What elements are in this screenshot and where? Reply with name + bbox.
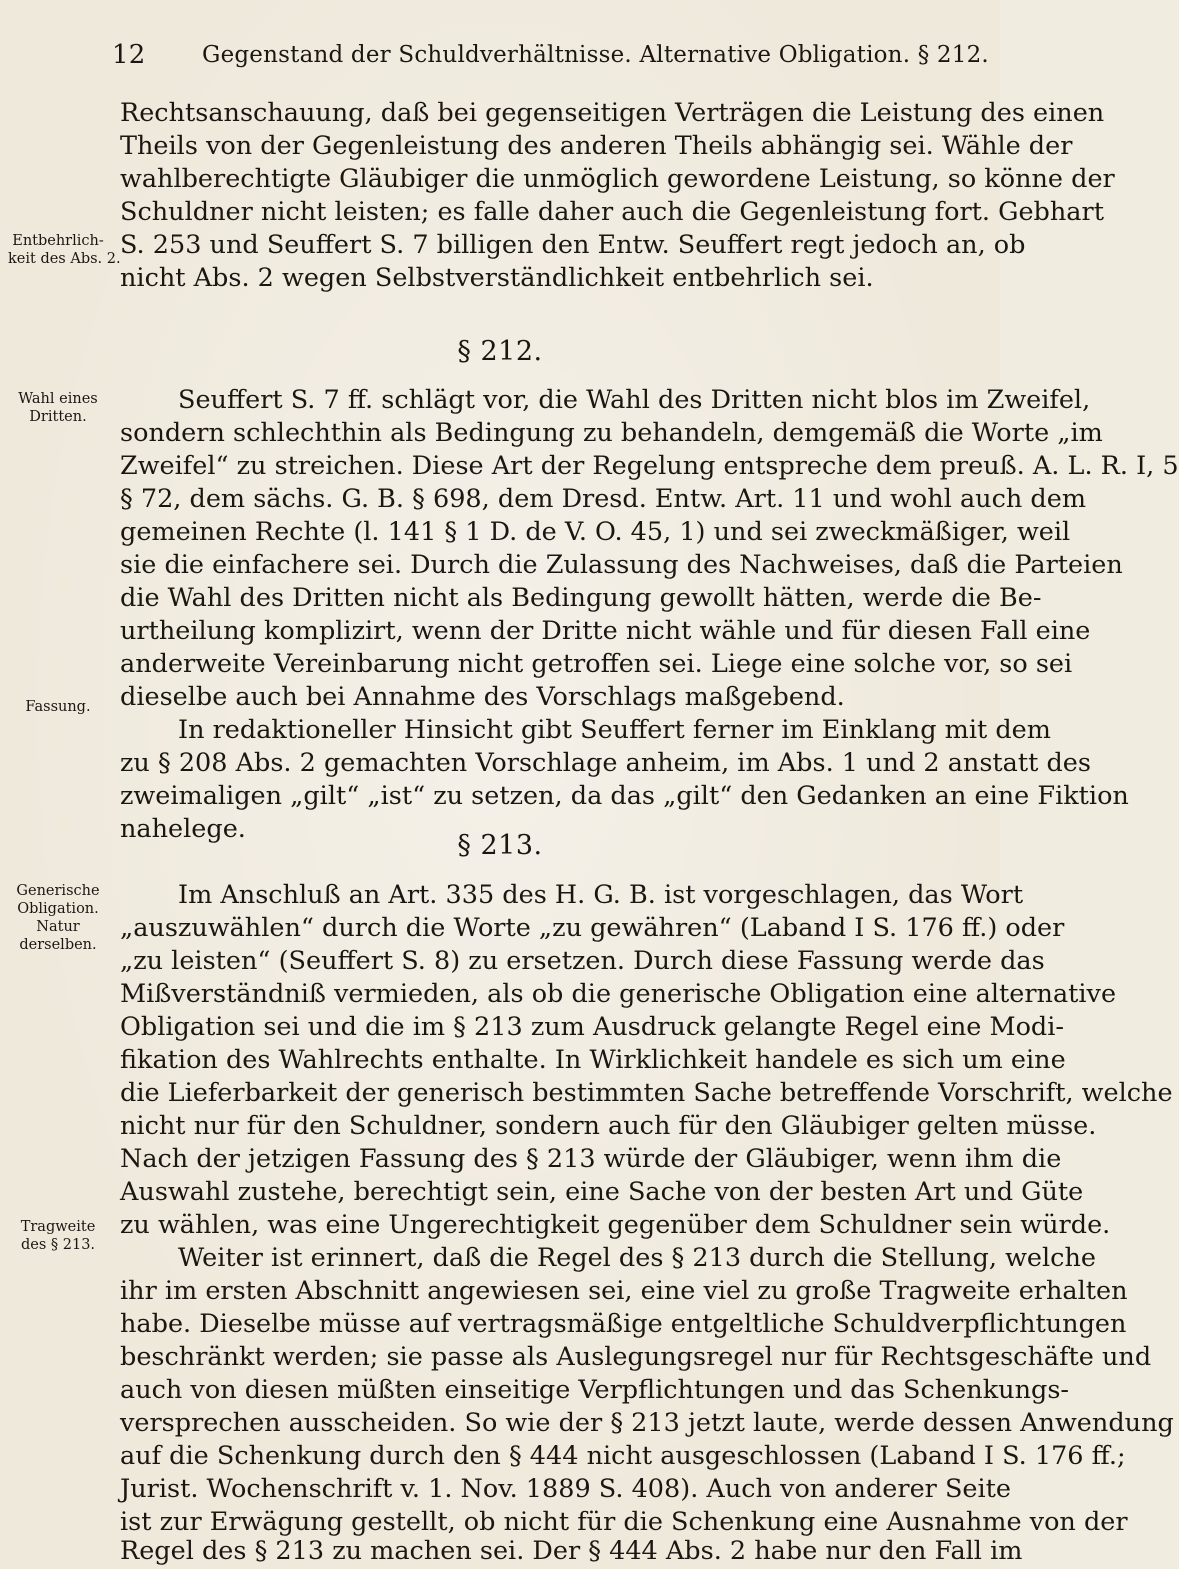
text-line: „auszuwählen“ durch die Worte „zu gewähren“ (Laband I S. 176 ff.) oder xyxy=(120,913,1065,943)
text-line: zu wählen, was eine Ungerechtigkeit gegenüber dem Schuldner sein würde. xyxy=(120,1210,1111,1240)
margin-note-line: Fassung. xyxy=(25,699,91,715)
text-line: Mißverständniß vermieden, als ob die generische Obligation eine alternative xyxy=(120,979,1117,1009)
margin-note-line: des § 213. xyxy=(20,1237,96,1253)
running-title: Gegenstand der Schuldverhältnisse. Alternative Obligation. § 212. xyxy=(202,42,989,68)
text-line: auch von diesen müßten einseitige Verpflichtungen und das Schenkungs- xyxy=(120,1375,1070,1405)
text-line: Jurist. Wochenschrift v. 1. Nov. 1889 S. 408). Auch von anderer Seite xyxy=(120,1474,1012,1504)
text-line: habe. Dieselbe müsse auf vertragsmäßige entgeltliche Schuldverpflichtungen xyxy=(120,1309,1127,1339)
text-line: zweimaligen „gilt“ „ist“ zu setzen, da das „gilt“ den Gedanken an eine Fiktion xyxy=(120,781,1129,811)
running-header xyxy=(112,40,989,76)
text-line: auf die Schenkung durch den § 444 nicht ausgeschlossen (Laband I S. 176 ff.; xyxy=(120,1441,1126,1471)
text-line: Auswahl zustehe, berechtigt sein, eine Sache von der besten Art und Güte xyxy=(120,1177,1084,1207)
page-number: 12 xyxy=(112,40,146,70)
text-line: beschränkt werden; sie passe als Auslegungsregel nur für Rechtsgeschäfte und xyxy=(120,1342,1152,1372)
text-line: ihr im ersten Abschnitt angewiesen sei, eine viel zu große Tragweite erhalten xyxy=(120,1276,1128,1306)
text-line: dieselbe auch bei Annahme des Vorschlags maßgebend. xyxy=(120,682,845,712)
text-line: fikation des Wahlrechts enthalte. In Wirklichkeit handele es sich um eine xyxy=(120,1045,1066,1075)
margin-note-line: Tragweite xyxy=(20,1219,96,1235)
margin-note-line: Generische xyxy=(16,883,100,899)
text-line: versprechen ausscheiden. So wie der § 213 jetzt laute, werde dessen Anwendung xyxy=(120,1408,1174,1438)
text-line: Theils von der Gegenleistung des anderen Theils abhängig sei. Wähle der xyxy=(120,131,1073,161)
text-line: Regel des § 213 zu machen sei. Der § 444 Abs. 2 habe nur den Fall im xyxy=(120,1536,1023,1566)
text-line: gemeinen Rechte (l. 141 § 1 D. de V. O. 45, 1) und sei zweckmäßiger, weil xyxy=(120,517,1071,547)
text-line: Weiter ist erinnert, daß die Regel des § 213 durch die Stellung, welche xyxy=(178,1243,1096,1273)
text-line: § 72, dem sächs. G. B. § 698, dem Dresd. Entw. Art. 11 und wohl auch dem xyxy=(120,484,1086,514)
text-line: nicht Abs. 2 wegen Selbstverständlichkeit entbehrlich sei. xyxy=(120,263,874,293)
margin-note-line: Wahl eines xyxy=(18,391,98,407)
section-heading-213: § 213. xyxy=(457,830,543,861)
text-line: Zweifel“ zu streichen. Diese Art der Regelung entspreche dem preuß. A. L. R. I, 5 xyxy=(120,451,1179,481)
text-line: nahelege. xyxy=(120,814,246,844)
text-line: sondern schlechthin als Bedingung zu behandeln, demgemäß die Worte „im xyxy=(120,418,1103,448)
margin-note-line: Dritten. xyxy=(29,409,87,425)
text-line: S. 253 und Seuffert S. 7 billigen den Entw. Seuffert regt jedoch an, ob xyxy=(120,230,1026,260)
text-line: nicht nur für den Schuldner, sondern auch für den Gläubiger gelten müsse. xyxy=(120,1111,1097,1141)
text-line: urtheilung komplizirt, wenn der Dritte nicht wähle und für diesen Fall eine xyxy=(120,616,1091,646)
text-line: „zu leisten“ (Seuffert S. 8) zu ersetzen. Durch diese Fassung werde das xyxy=(120,946,1045,976)
margin-note-generische-obligation xyxy=(8,882,108,954)
margin-note-line: Obligation. xyxy=(17,901,99,917)
margin-note-entbehrlichkeit xyxy=(8,232,121,268)
margin-note-line: Entbehrlich- xyxy=(12,233,104,249)
section-heading-212: § 212. xyxy=(457,336,543,367)
margin-note-line: keit des Abs. 2. xyxy=(8,251,121,267)
text-line: ist zur Erwägung gestellt, ob nicht für die Schenkung eine Ausnahme von der xyxy=(120,1507,1128,1537)
text-line: anderweite Vereinbarung nicht getroffen sei. Liege eine solche vor, so sei xyxy=(120,649,1073,679)
text-line: Nach der jetzigen Fassung des § 213 würde der Gläubiger, wenn ihm die xyxy=(120,1144,1062,1174)
text-line: Rechtsanschauung, daß bei gegenseitigen Verträgen die Leistung des einen xyxy=(120,98,1105,128)
text-line: die Lieferbarkeit der generisch bestimmten Sache betreffende Vorschrift, welche xyxy=(120,1078,1173,1108)
text-line: sie die einfachere sei. Durch die Zulassung des Nachweises, daß die Parteien xyxy=(120,550,1123,580)
text-line: zu § 208 Abs. 2 gemachten Vorschlage anheim, im Abs. 1 und 2 anstatt des xyxy=(120,748,1091,778)
text-line: Seuffert S. 7 ff. schlägt vor, die Wahl des Dritten nicht blos im Zweifel, xyxy=(178,385,1091,415)
text-line: Obligation sei und die im § 213 zum Ausdruck gelangte Regel eine Modi- xyxy=(120,1012,1065,1042)
margin-note-line: Natur xyxy=(36,919,80,935)
text-line: die Wahl des Dritten nicht als Bedingung gewollt hätten, werde die Be- xyxy=(120,583,1042,613)
text-line: In redaktioneller Hinsicht gibt Seuffert ferner im Einklang mit dem xyxy=(178,715,1051,745)
margin-note-tragweite xyxy=(8,1218,108,1254)
text-line: Schuldner nicht leisten; es falle daher auch die Gegenleistung fort. Gebhart xyxy=(120,197,1104,227)
text-line: wahlberechtigte Gläubiger die unmöglich gewordene Leistung, so könne der xyxy=(120,164,1115,194)
margin-note-fassung xyxy=(8,698,108,716)
text-line: Im Anschluß an Art. 335 des H. G. B. ist vorgeschlagen, das Wort xyxy=(178,880,1024,910)
margin-note-wahl-eines-dritten xyxy=(8,390,108,426)
margin-note-line: derselben. xyxy=(19,937,97,953)
